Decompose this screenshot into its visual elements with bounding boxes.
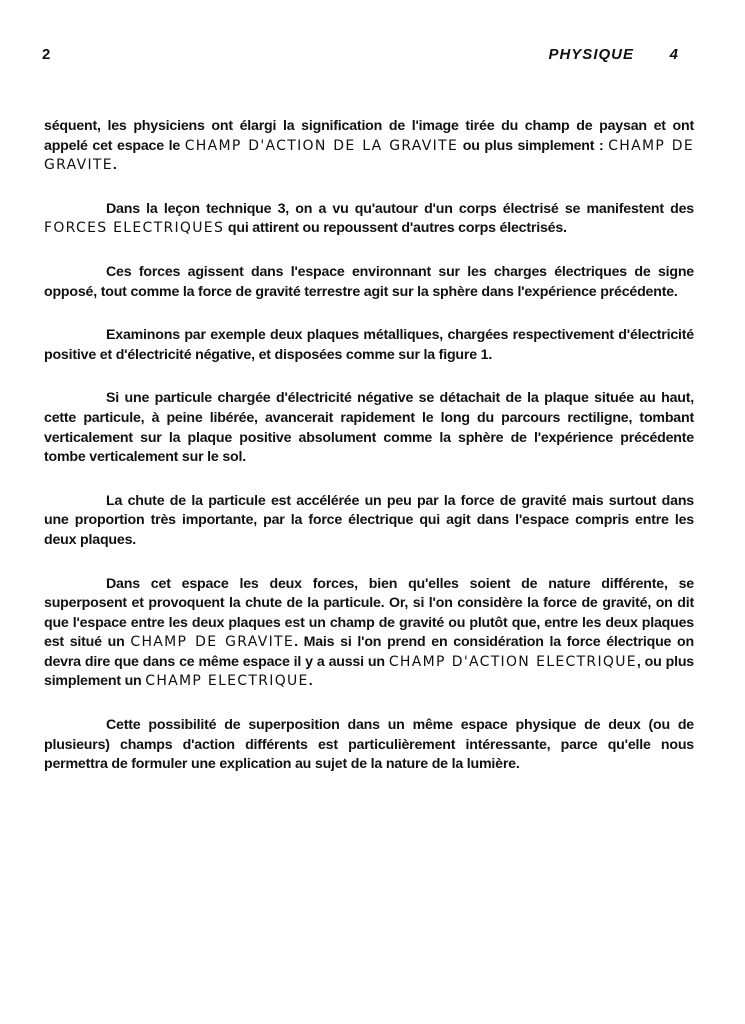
paragraph-7-text: Dans cet espace les deux forces, bien qu'elles soient de nature différente, se superposent et provoquent la chute de la particule. Or, si l'on considère la force de gravité, on dit que l'espace entre les deux plaques est un champ de gravité ou plutôt que, entre les deux plaques est situé un <box>44 575 694 651</box>
paragraph-2 <box>44 200 694 239</box>
paragraph-8: Cette possibilité de superposition dans un même espace physique de deux (ou de plusieurs) champs d'action différents est particulièrement intéressante, parce qu'elle nous permettra de formuler une explication au sujet de la nature de la lumière. <box>44 717 694 773</box>
page-header <box>42 46 682 70</box>
paragraph-7-text-3: , ou plus simplement un <box>44 653 694 690</box>
term-champ-action-gravite: CHAMP D'ACTION DE LA GRAVITE <box>184 137 459 154</box>
term-champ-action-electrique: CHAMP D'ACTION ELECTRIQUE <box>388 653 637 670</box>
page-number: 2 <box>42 46 51 63</box>
term-champ-de-gravite: CHAMP DE GRAVITE <box>44 137 694 174</box>
section-title: PHYSIQUE <box>548 46 634 63</box>
paragraph-7-text-2: . Mais si l'on prend en considération la force électrique on devra dire que dans ce même espace il y a aussi un <box>44 634 694 670</box>
term-champ-de-gravite-2: CHAMP DE GRAVITE <box>130 634 295 651</box>
paragraph-4: Examinons par exemple deux plaques métalliques, chargées respectivement d'électricité positive et d'électricité négative, et disposées comme sur la figure 1. <box>44 327 694 363</box>
paragraph-2-end: qui attirent ou repoussent d'autres corps électrisés. <box>224 220 567 237</box>
paragraph-3: Ces forces agissent dans l'espace environnant sur les charges électriques de signe opposé, tout comme la force de gravité terrestre agit sur la sphère dans l'expérience précédente. <box>44 263 694 300</box>
paragraph-1-end: . <box>112 157 117 174</box>
paragraph-2-text: Dans la leçon technique 3, on a vu qu'autour d'un corps électrisé se manifestent des <box>106 200 694 217</box>
paragraph-1 <box>44 117 694 176</box>
chapter-number: 4 <box>669 46 678 63</box>
paragraph-5: Si une particule chargée d'électricité négative se détachait de la plaque située au haut, cette particule, à peine libérée, avancerait rapidement le long du parcours rectiligne, tombant verticalement sur la plaque positive absolument comme la sphère de l'expérience précédente tombe verticalement sur le sol. <box>44 390 694 466</box>
paragraph-7-end: . <box>308 673 313 690</box>
paragraph-7 <box>44 575 694 693</box>
body-text <box>44 117 694 799</box>
term-champ-electrique: CHAMP ELECTRIQUE <box>145 673 309 690</box>
paragraph-6: La chute de la particule est accélérée un peu par la force de gravité mais surtout dans une proportion très importante, par la force électrique qui agit dans l'espace compris entre les deux plaques. <box>44 492 694 548</box>
paragraph-1-text: séquent, les physiciens ont élargi la signification de l'image tirée du champ de paysan et ont appelé cet espace le <box>44 118 694 154</box>
term-forces-electriques: FORCES ELECTRIQUES <box>44 220 225 237</box>
paragraph-1-text-2: ou plus simplement : <box>458 137 609 154</box>
